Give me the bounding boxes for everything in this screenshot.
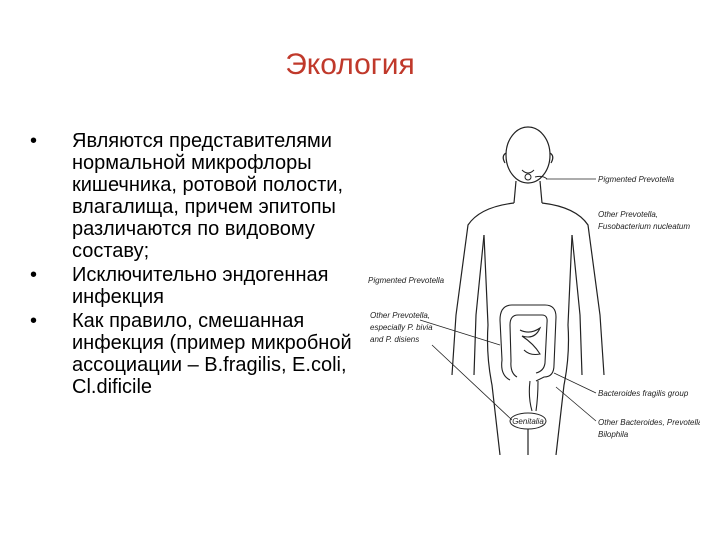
anatomy-figure: [360, 125, 700, 455]
label-bacteroides-fragilis: Bacteroides fragilis group: [598, 389, 689, 398]
bullet-item: • Являются представителями нормальной микрофлоры кишечника, ротовой полости, влагалища, причем эпитопы различаются по видовому составу;: [30, 130, 344, 262]
bullet-dot: •: [30, 264, 38, 286]
body-diagram: [360, 125, 700, 455]
label-bilophila: Bilophila: [598, 430, 629, 439]
bullet-dot: •: [30, 310, 38, 332]
label-other-prevotella-1: Other Prevotella,: [598, 210, 659, 219]
label-other-prevotella-2b: especially P. bivia: [370, 323, 433, 332]
label-other-bacteroides: Other Bacteroides, Prevotella,: [598, 418, 700, 427]
label-genitalia: Genitalia: [512, 417, 544, 426]
label-pigmented-prevotella-top: Pigmented Prevotella: [598, 175, 675, 184]
body-outline: [452, 127, 604, 455]
label-other-prevotella-2c: and P. disiens: [370, 335, 420, 344]
slide-title: Экология: [285, 48, 415, 81]
bullet-dot: •: [30, 130, 38, 152]
colon-diagram: [500, 305, 556, 411]
label-fusobacterium: Fusobacterium nucleatum: [598, 222, 691, 231]
label-pigmented-prevotella-left: Pigmented Prevotella: [368, 276, 445, 285]
bullet-item: • Как правило, смешанная инфекция (пример микробной ассоциации – B.fragilis, E.coli, Cl.dificile: [30, 310, 352, 398]
label-other-prevotella-2: Other Prevotella,: [370, 311, 431, 320]
bullet-item: • Исключительно эндогенная инфекция: [30, 264, 329, 308]
bullet-list: [30, 130, 360, 400]
